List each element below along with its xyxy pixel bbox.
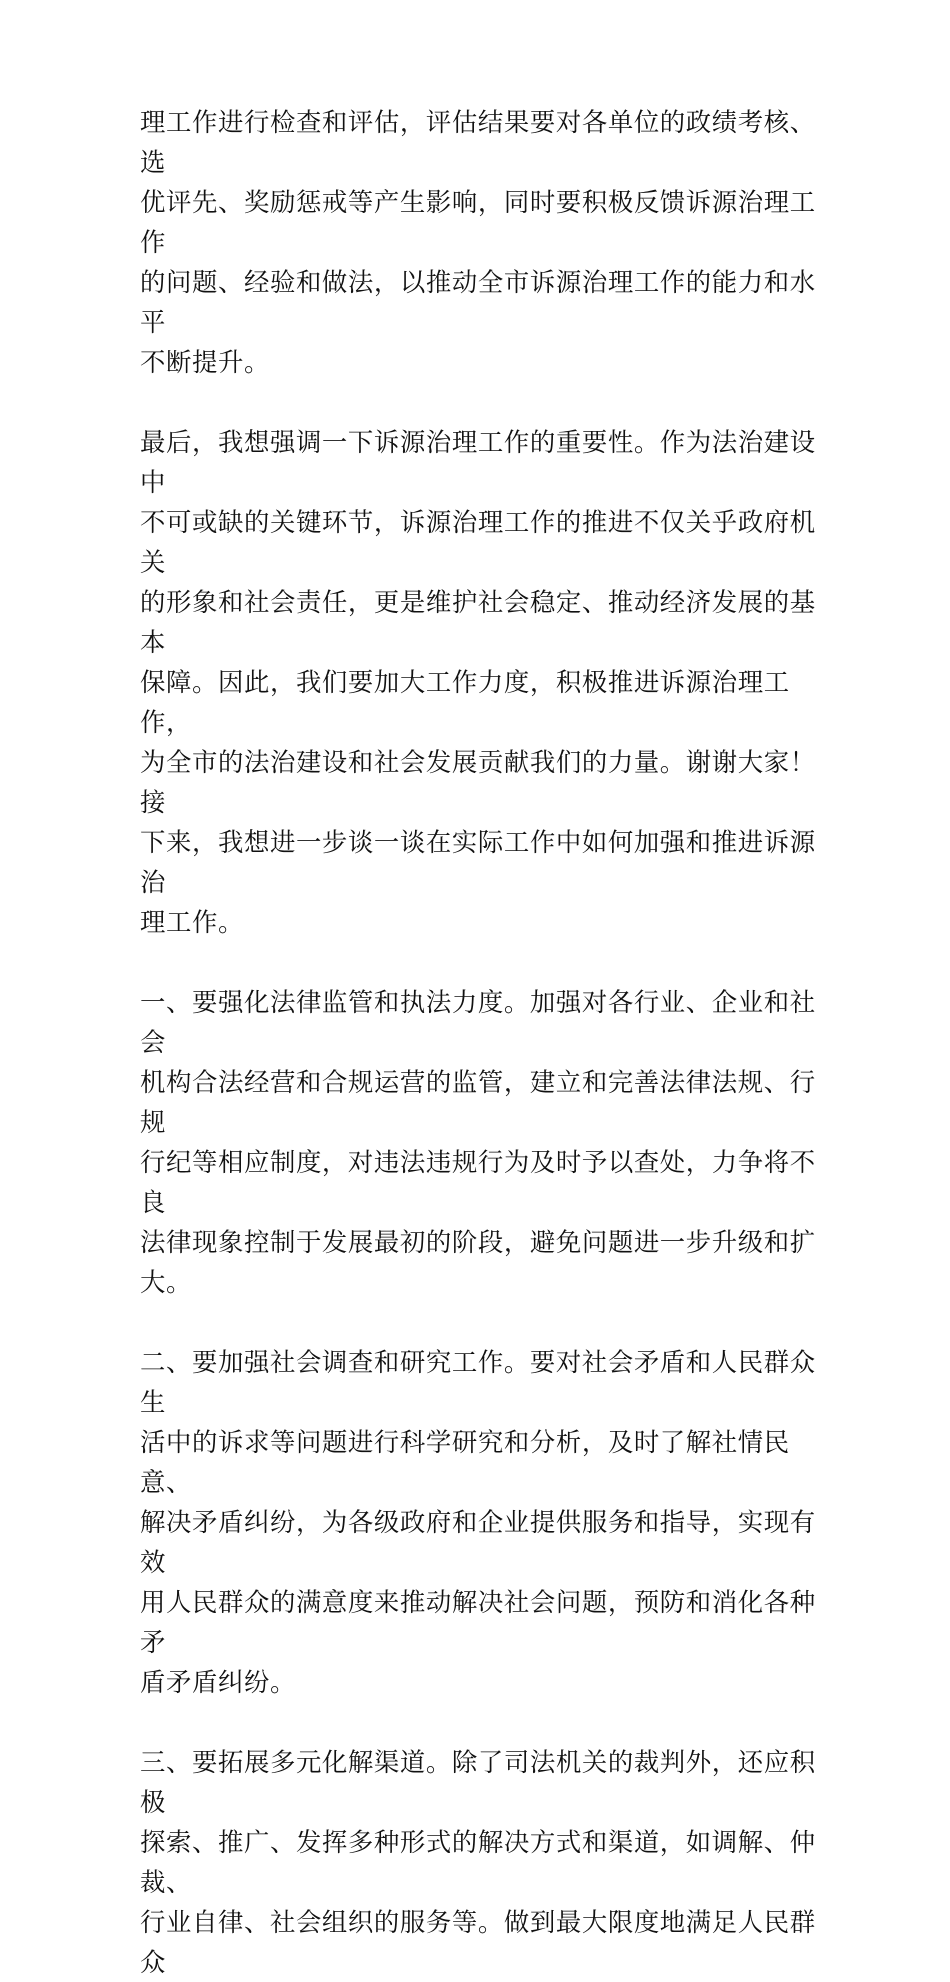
- paragraph-closing-remarks: 最后，我想强调一下诉源治理工作的重要性。作为法治建设中 不可或缺的关键环节，诉源治理工作的推进不仅关乎政府机关 的形象和社会责任，更是维护社会稳定、推动经济发展的基本 保障。因此，我们要加大工作力度，积极推进诉源治理工作， 为全市的法治建设和社会发展贡献我们的力量。谢谢大家！接 下来，我想进一步谈一谈在实际工作中如何加强和推进诉源治 理工作。: [140, 427, 816, 937]
- paragraph-continuation: 理工作进行检查和评估，评估结果要对各单位的政绩考核、选 优评先、奖励惩戒等产生影响，同时要积极反馈诉源治理工作 的问题、经验和做法，以推动全市诉源治理工作的能力和水平 不断提升。: [140, 107, 816, 377]
- paragraph-point-three: 三、要拓展多元化解渠道。除了司法机关的裁判外，还应积极 探索、推广、发挥多种形式的解决方式和渠道，如调解、仲裁、 行业自律、社会组织的服务等。做到最大限度地满足人民群众: [140, 1747, 816, 1977]
- paragraph-point-two: 二、要加强社会调查和研究工作。要对社会矛盾和人民群众生 活中的诉求等问题进行科学研究和分析，及时了解社情民意、 解决矛盾纠纷，为各级政府和企业提供服务和指导，实现有效 用人民群众的满意度来推动解决社会问题，预防和消化各种矛 盾矛盾纠纷。: [140, 1347, 816, 1697]
- paragraph-point-one: 一、要强化法律监管和执法力度。加强对各行业、企业和社会 机构合法经营和合规运营的监管，建立和完善法律法规、行规 行纪等相应制度，对违法违规行为及时予以查处，力争将不良 法律现象控制于发展最初的阶段，避免问题进一步升级和扩大。: [140, 987, 816, 1297]
- document-body: [140, 102, 830, 1982]
